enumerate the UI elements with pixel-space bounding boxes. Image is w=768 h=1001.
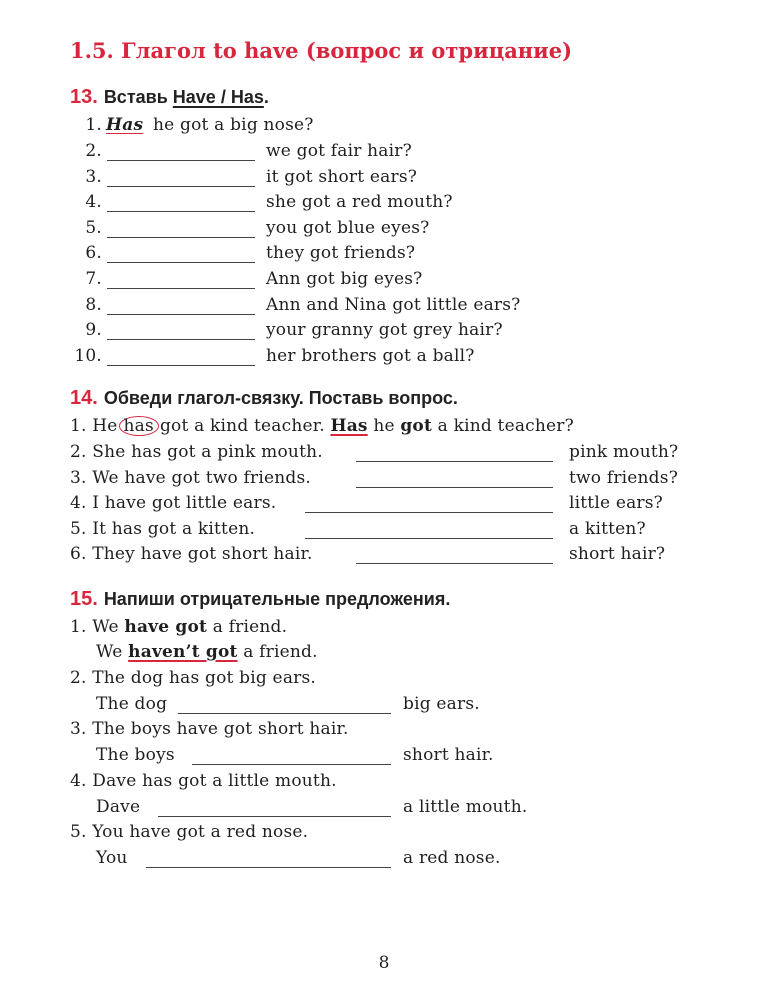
- list-item: [70, 668, 316, 688]
- exercise-number: 13.: [70, 86, 98, 108]
- item-number: 5.: [85, 218, 102, 238]
- answer-subject: You: [96, 848, 128, 868]
- item-text: it got short ears?: [266, 167, 418, 187]
- answer-blank[interactable]: [305, 512, 553, 513]
- answer-blank[interactable]: [356, 461, 553, 462]
- answer-blank[interactable]: [356, 487, 553, 488]
- item-text: her brothers got a ball?: [266, 346, 475, 366]
- answer-blank[interactable]: [107, 160, 255, 161]
- item-number: 4.: [85, 192, 102, 212]
- exercise-number: 15.: [70, 588, 98, 610]
- exercise-13-header: [70, 86, 269, 109]
- answer-blank[interactable]: [107, 211, 255, 212]
- answer-blank[interactable]: [305, 538, 553, 539]
- item-number: 4.: [70, 493, 87, 513]
- list-item: [70, 719, 349, 739]
- answer-subject: The dog: [96, 694, 168, 714]
- example-answer: [96, 642, 318, 662]
- answer-blank[interactable]: [192, 764, 391, 765]
- item-number: 2.: [85, 141, 102, 161]
- item-ending: a kitten?: [569, 519, 646, 539]
- item-text: Ann got big eyes?: [266, 269, 423, 289]
- item-number: 2.: [70, 668, 87, 688]
- answer-blank[interactable]: [158, 816, 391, 817]
- item-text: We have got two friends.: [92, 468, 311, 488]
- item-sentence: [70, 493, 276, 513]
- item-number: 1.: [70, 617, 87, 637]
- answer-ending: short hair.: [403, 745, 494, 765]
- answer-verb: haven’t got: [128, 642, 238, 662]
- example-sentence: [70, 416, 574, 436]
- item-text: The dog has got big ears.: [92, 668, 317, 688]
- item-text: your granny got grey hair?: [266, 320, 503, 340]
- answer-subject: The boys: [96, 745, 175, 765]
- item-number: 3.: [85, 167, 102, 187]
- item-text: Dave has got a little mouth.: [92, 771, 337, 791]
- item-text: she got a red mouth?: [266, 192, 453, 212]
- item-number: 3.: [70, 719, 87, 739]
- answer-ending: big ears.: [403, 694, 480, 714]
- instruction-text: Вставь: [103, 87, 173, 107]
- answer-ending: a red nose.: [403, 848, 501, 868]
- answer-subject: Dave: [96, 797, 141, 817]
- item-number: 10.: [74, 346, 102, 366]
- answer-blank[interactable]: [107, 186, 255, 187]
- answer-blank[interactable]: [146, 867, 391, 868]
- answer-blank[interactable]: [107, 262, 255, 263]
- answer-rest: a friend.: [243, 642, 318, 662]
- answer-got: got: [400, 416, 433, 436]
- item-number: 3.: [70, 468, 87, 488]
- item-text: they got friends?: [266, 243, 416, 263]
- item-sentence: [70, 468, 311, 488]
- example-sentence: [70, 617, 287, 637]
- item-number: 2.: [70, 442, 87, 462]
- item-sentence: [70, 544, 313, 564]
- instruction-keyword: Have / Has: [172, 87, 264, 107]
- instruction-text: Обведи глагол-связку. Поставь вопрос.: [103, 388, 458, 408]
- answer-blank[interactable]: [107, 314, 255, 315]
- item-text: It has got a kitten.: [92, 519, 256, 539]
- item-answer: Has: [106, 115, 144, 135]
- list-item: [70, 771, 337, 791]
- circled-verb: has: [119, 416, 159, 436]
- item-text: we got fair hair?: [266, 141, 412, 161]
- item-number: 8.: [85, 295, 102, 315]
- answer-has: Has: [330, 416, 368, 436]
- item-number: 1.: [70, 416, 87, 436]
- section-title: 1.5. Глагол to have (вопрос и отрицание): [70, 38, 573, 63]
- item-text: She has got a pink mouth.: [92, 442, 323, 462]
- item-text: you got blue eyes?: [266, 218, 430, 238]
- item-text: You have got a red nose.: [92, 822, 309, 842]
- answer-ending: a little mouth.: [403, 797, 528, 817]
- item-number: 6.: [85, 243, 102, 263]
- item-number: 5.: [70, 822, 87, 842]
- item-number: 1.: [85, 115, 102, 135]
- item-ending: two friends?: [569, 468, 679, 488]
- item-text: I have got little ears.: [92, 493, 277, 513]
- answer-subject: he: [373, 416, 395, 436]
- answer-blank[interactable]: [107, 365, 255, 366]
- item-text: The boys have got short hair.: [92, 719, 349, 739]
- page-number: 8: [378, 953, 390, 973]
- list-item: [70, 822, 308, 842]
- exercise-14-header: [70, 387, 458, 410]
- item-text: Ann and Nina got little ears?: [266, 295, 521, 315]
- answer-blank[interactable]: [107, 237, 255, 238]
- answer-blank[interactable]: [356, 563, 553, 564]
- example-rest: a friend.: [212, 617, 288, 637]
- exercise-15-header: [70, 588, 450, 611]
- item-sentence: [70, 442, 323, 462]
- answer-subject: We: [96, 642, 123, 662]
- answer-blank[interactable]: [107, 339, 255, 340]
- answer-blank[interactable]: [107, 288, 255, 289]
- item-text: They have got short hair.: [92, 544, 313, 564]
- item-number: 9.: [85, 320, 102, 340]
- item-sentence: [70, 519, 255, 539]
- example-subject: We: [92, 617, 119, 637]
- answer-blank[interactable]: [178, 713, 391, 714]
- instruction-punct: .: [263, 87, 269, 107]
- example-subject: He: [92, 416, 118, 436]
- example-verb: have got: [124, 617, 208, 637]
- item-ending: little ears?: [569, 493, 663, 513]
- instruction-text: Напиши отрицательные предложения.: [103, 589, 451, 609]
- exercise-number: 14.: [70, 387, 98, 409]
- item-number: 6.: [70, 544, 87, 564]
- item-number: 5.: [70, 519, 87, 539]
- item-ending: short hair?: [569, 544, 666, 564]
- item-number: 4.: [70, 771, 87, 791]
- item-text: he got a big nose?: [153, 115, 314, 135]
- example-rest: got a kind teacher.: [159, 416, 325, 436]
- item-number: 7.: [85, 269, 102, 289]
- answer-end: a kind teacher?: [437, 416, 574, 436]
- item-ending: pink mouth?: [569, 442, 679, 462]
